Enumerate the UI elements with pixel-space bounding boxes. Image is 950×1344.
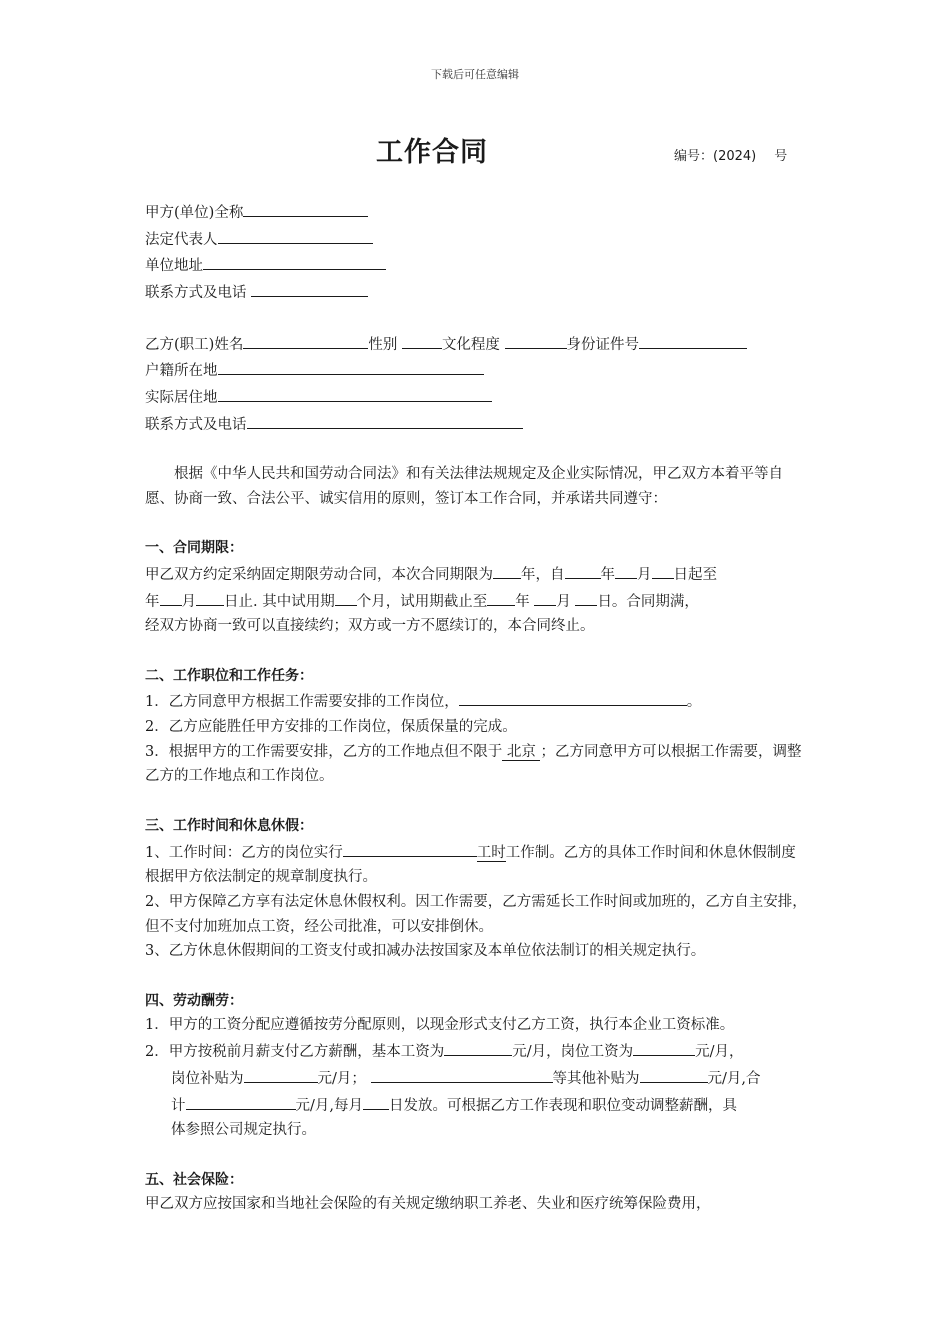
party-a-contact-label: 联系方式及电话 [145,285,247,302]
contract-body [145,199,810,1217]
s4-text-c: 元/月， [695,1044,744,1061]
party-a-name-blank[interactable] [243,199,368,217]
party-b-edu-blank[interactable] [505,331,567,349]
section-4-item-2-line-2 [145,1065,810,1092]
preamble: 根据《中华人民共和国劳动合同法》和有关法律法规规定及企业实际情况，甲乙双方本着平等自愿、协商一致、合法公平、诚实信用的原则，签订本工作合同，并承诺共同遵守： [145,466,783,507]
s4-text-b: 元/月，岗位工资为 [512,1044,634,1061]
s3-item1-text-a: 1、工作时间：乙方的岗位实行 [145,844,343,861]
s1-text-i: 个月，试用期截止至 [356,593,488,610]
probation-month-blank[interactable] [534,588,556,606]
section-5-heading: 五、社会保险： [145,1171,243,1188]
start-day-blank[interactable] [652,561,674,579]
s4-text-g: 元/月,合 [707,1070,761,1087]
base-salary-blank[interactable] [444,1038,512,1056]
other-allowance-name-blank[interactable] [371,1065,553,1083]
spacer [145,437,810,462]
party-b-edu-label: 文化程度 [441,336,500,353]
party-a-rep-label: 法定代表人 [145,231,218,248]
s1-text-j: 年 [515,593,530,610]
section-2-item-2: 2．乙方应能胜任甲方安排的工作岗位，保质保量的完成。 [145,719,517,735]
spacer [145,639,810,664]
document-title: 工作合同 [376,137,488,168]
party-a-address-line [145,252,810,279]
s3-item1-underlined: 工时 [476,844,506,861]
spacer [145,511,810,536]
start-month-blank[interactable] [615,561,637,579]
s3-item1-text-b: 工作制。乙方的具体工作时间和休息休假制度根据甲方依法制定的规章制度执行。 [145,844,796,886]
section-1-line-3: 经双方协商一致可以直接续约；双方或一方不愿续订的，本合同终止。 [145,618,595,635]
party-a-address-blank[interactable] [203,252,386,270]
section-2-item-3 [145,740,810,789]
s1-text-l: 日。合同期满， [597,593,699,610]
section-5-text: 甲乙双方应按国家和当地社会保险的有关规定缴纳职工养老、失业和医疗统筹保险费用， [145,1196,711,1213]
s1-text-b: 年，自 [521,566,565,583]
s2-item3-text-a: 3．根据甲方的工作需要安排，乙方的工作地点但不限于 [145,743,503,760]
s4-text-a: 2．甲方按税前月薪支付乙方薪酬，基本工资为 [145,1044,445,1061]
spacer [145,789,810,814]
party-b-contact-label: 联系方式及电话 [145,416,247,433]
section-4-item-2-line-4: 体参照公司规定执行。 [171,1122,316,1139]
probation-year-blank[interactable] [487,588,515,606]
spacer [145,306,810,331]
party-b-name-blank[interactable] [243,331,368,349]
contract-number [674,145,787,164]
party-b-name-line [145,331,810,358]
s4-text-d: 岗位补贴为 [171,1070,244,1087]
s4-text-f: 等其他补贴为 [552,1070,640,1087]
contract-number-suffix: 号 [774,149,788,164]
section-2-item-1 [145,688,810,715]
end-month-blank[interactable] [160,588,182,606]
party-a-contact-line [145,279,810,306]
party-b-contact-blank[interactable] [247,411,523,429]
party-a-rep-line [145,226,810,253]
section-4-item-2-line-3 [145,1092,810,1119]
party-b-id-label: 身份证件号 [566,336,640,353]
party-b-residence-label: 实际居住地 [145,389,218,406]
position-salary-blank[interactable] [633,1038,695,1056]
s2-item1-end: 。 [686,694,702,711]
s2-item3-text-b: ；乙方同意甲方可以根据工作需要，调整乙方的工作地点和工作岗位。 [145,743,802,785]
party-b-contact-line [145,411,810,438]
party-b-hukou-blank[interactable] [218,357,484,375]
party-a-name-label: 甲方(单位)全称 [145,205,244,221]
start-year-blank[interactable] [565,561,601,579]
s1-text-g: 月 [181,593,196,610]
party-b-residence-blank[interactable] [218,384,492,402]
s4-text-h: 计 [171,1097,186,1114]
s1-text-h: 日止. 其中试用期 [224,593,335,610]
party-a-name-line [145,199,810,226]
section-2-heading: 二、工作职位和工作任务： [145,667,313,684]
spacer [145,964,810,989]
party-b-name-label: 乙方(职工)姓名 [145,336,244,353]
party-a-rep-blank[interactable] [218,226,373,244]
party-a-address-label: 单位地址 [145,258,203,275]
download-note: 下载后可任意编辑 [431,68,519,81]
section-3-item-2: 2、甲方保障乙方享有法定休息休假权利。因工作需要，乙方需延长工作时间或加班的，乙方自主安排，但不支付加班加点工资，经公司批准，可以安排倒休。 [145,893,807,935]
term-years-blank[interactable] [493,561,521,579]
work-location-value: 北京 [502,743,541,760]
section-4-item-1: 1．甲方的工资分配应遵循按劳分配原则，以现金形式支付乙方工资，执行本企业工资标准。 [145,1017,735,1034]
section-3-item-3: 3、乙方休息休假期间的工资支付或扣减办法按国家及本单位依法制订的相关规定执行。 [145,943,706,960]
party-b-hukou-label: 户籍所在地 [145,363,218,380]
party-b-gender-label: 性别 [368,336,398,353]
section-3-heading: 三、工作时间和休息休假： [145,817,313,834]
job-position-blank[interactable] [459,688,687,706]
section-3-item-1 [145,839,810,890]
s1-text-f: 年 [145,593,160,610]
work-hours-system-blank[interactable] [343,839,477,857]
party-b-gender-blank[interactable] [402,331,442,349]
total-salary-blank[interactable] [186,1092,296,1110]
s1-text-d: 月 [637,566,652,583]
party-b-id-blank[interactable] [639,331,747,349]
s4-text-j: 日发放。可根据乙方工作表现和职位变动调整薪酬，具 [389,1097,737,1114]
end-day-blank[interactable] [196,588,224,606]
probation-months-blank[interactable] [335,588,357,606]
section-4-item-2-line-1 [145,1038,810,1065]
contract-number-label: 编号：(2024) [674,149,757,164]
spacer [145,1143,810,1168]
s1-text-a: 甲乙双方约定采纳固定期限劳动合同，本次合同期限为 [145,566,493,583]
position-allowance-blank[interactable] [244,1065,318,1083]
party-b-hukou-line [145,357,810,384]
party-a-contact-blank[interactable] [251,279,368,297]
party-b-residence-line [145,384,810,411]
pay-day-blank[interactable] [363,1092,389,1110]
s4-text-i: 元/月,每月 [295,1097,363,1114]
section-1-line-2 [145,588,810,615]
s1-text-c: 年 [600,566,615,583]
section-4-heading: 四、劳动酬劳： [145,992,243,1009]
s4-text-e: 元/月； [317,1070,366,1087]
s1-text-e: 日起至 [673,566,717,583]
probation-day-blank[interactable] [575,588,597,606]
section-1-heading: 一、合同期限： [145,540,243,557]
section-1-line-1 [145,561,810,588]
s1-text-k: 月 [556,593,571,610]
s2-item1-text: 1．乙方同意甲方根据工作需要安排的工作岗位， [145,694,459,711]
other-allowance-blank[interactable] [640,1065,708,1083]
